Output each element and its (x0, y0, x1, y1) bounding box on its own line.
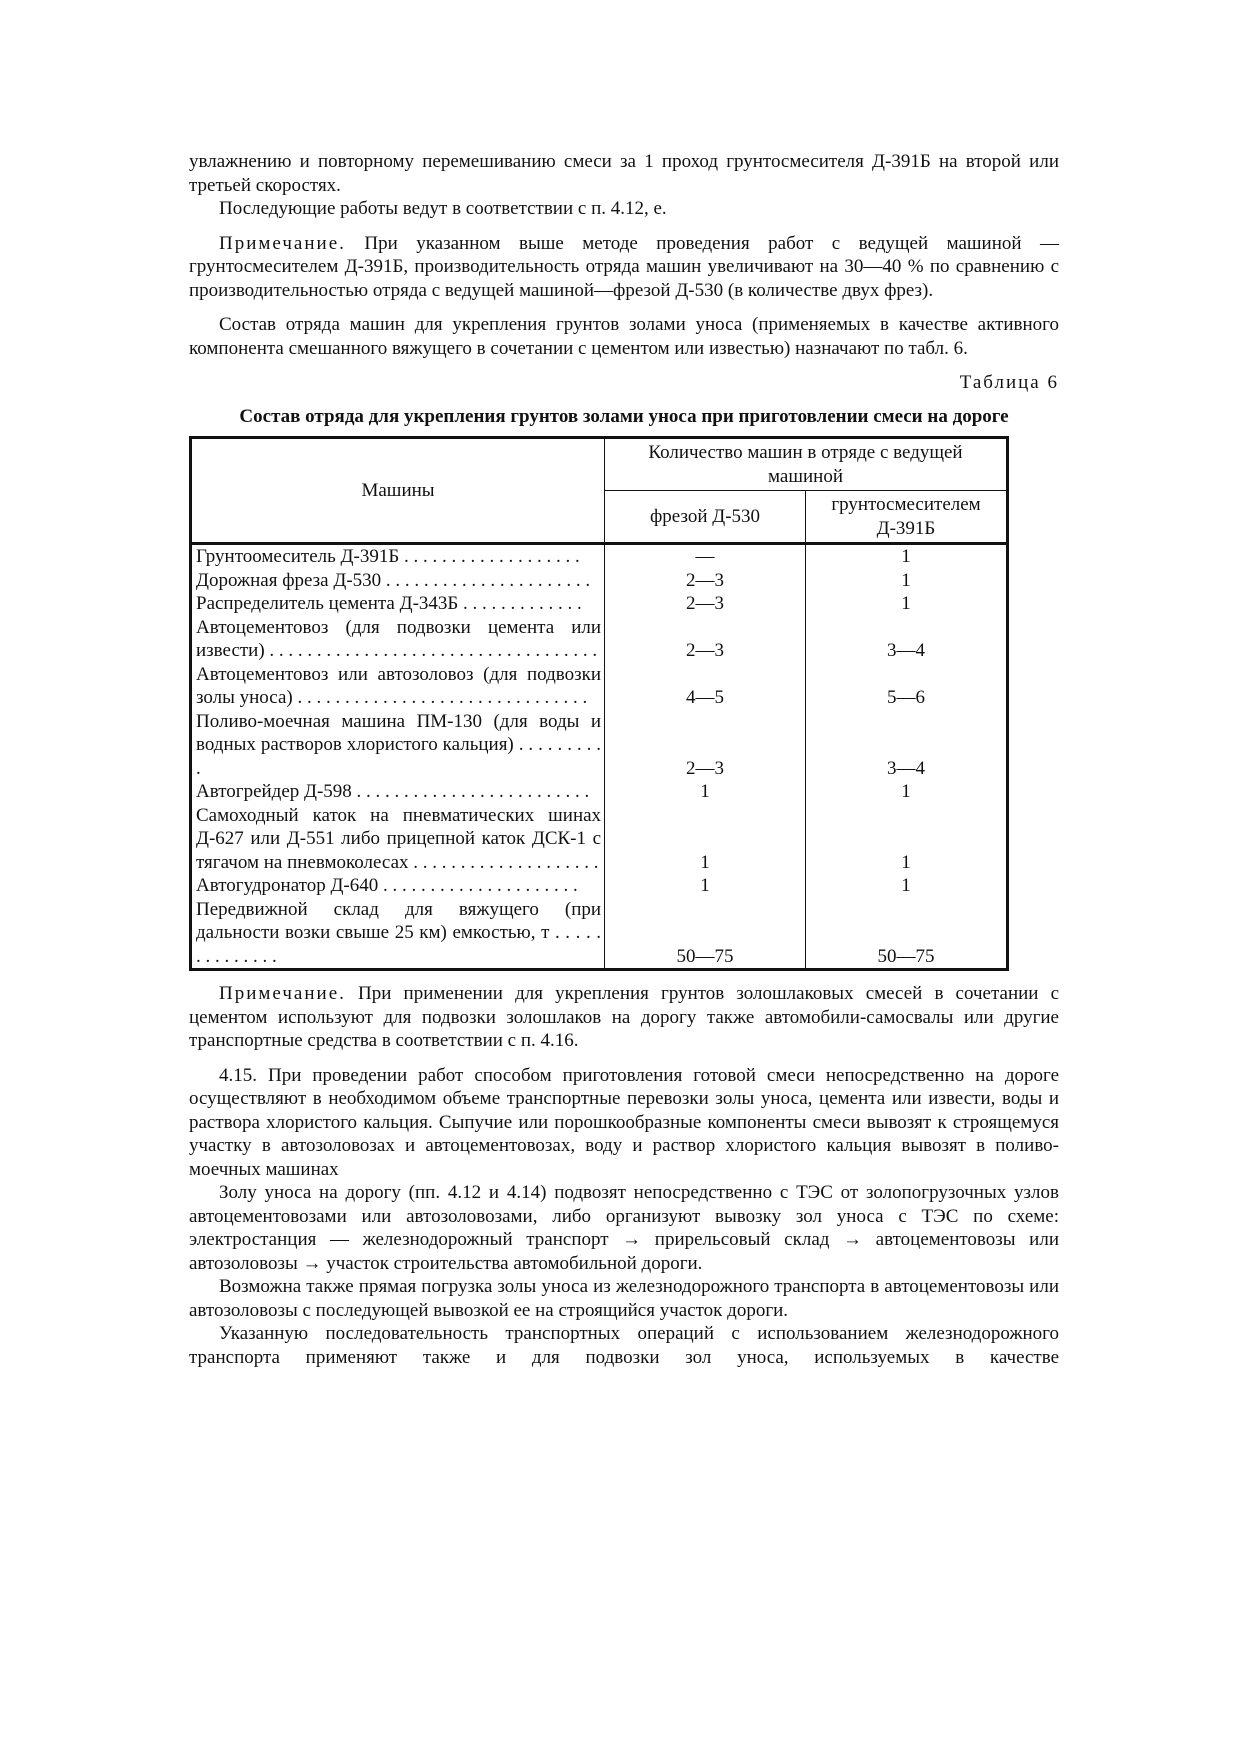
row-value-freza: 1 (605, 780, 806, 804)
table-caption: Состав отряда для укрепления грунтов золами уноса при приготовлении смеси на дороге (239, 405, 1009, 427)
table-row (191, 898, 1008, 970)
row-value-freza: 2—3 (605, 710, 806, 781)
row-value-gruntosmes: 1 (806, 780, 1008, 804)
row-value-gruntosmes: 1 (806, 874, 1008, 898)
row-machine-name: Автоцементовоз или автозоловоз (для подвозки золы уноса) . . . . . . . . . . . . . . . . . . . . . . . . . . . . . . . (191, 663, 605, 710)
note-1-label: Примечание. (219, 232, 346, 254)
note-2-text: При применении для укрепления грунтов золошлаковых смесей в сочетании с цементом используют для подвозки золошлаков на дорогу также автомобили-самосвалы или другие транспортные средства в соответствии с п. 4.16. (189, 983, 1060, 1051)
row-value-freza: — (605, 544, 806, 569)
row-value-freza: 4—5 (605, 663, 806, 710)
row-value-gruntosmes: 1 (806, 804, 1008, 875)
row-value-gruntosmes: 1 (806, 544, 1008, 569)
table-row (191, 569, 1008, 593)
row-value-gruntosmes: 5—6 (806, 663, 1008, 710)
table-row (191, 780, 1008, 804)
row-value-gruntosmes: 50—75 (806, 898, 1008, 970)
row-value-freza: 1 (605, 804, 806, 875)
paragraph-4-15: 4.15. При проведении работ способом приготовления готовой смеси непосредственно на дороге осуществляют в необходимом объеме транспортные перевозки золы уноса, цемента или извести, воды и раствора хлористого кальция. Сыпучие или порошкообразные компоненты смеси вывозят к строящемуся участку в автозоловозах и автоцементовозах, воду и раствор хлористого кальция вывозят в поливо-моечных машинах (189, 1064, 1059, 1180)
table-row (191, 544, 1008, 569)
row-value-gruntosmes: 3—4 (806, 616, 1008, 663)
row-machine-name: Автогрейдер Д-598 . . . . . . . . . . . . . . . . . . . . . . . . . (191, 780, 605, 804)
paragraph-sequence: Указанную последовательность транспортных операций с использованием железнодорожного транспорта применяют также и для подвозки зол уноса, используемых в качестве (189, 1323, 1059, 1368)
row-value-freza: 1 (605, 874, 806, 898)
paragraph-continuation: увлажнению и повторному перемешиванию смеси за 1 проход грунтосмесителя Д-391Б на второй или третьей скоростях. (189, 151, 1059, 196)
row-machine-name: Передвижной склад для вяжущего (при дальности возки свыше 25 км) емкостью, т . . . . . . . . . . . . . . (191, 898, 605, 970)
table-row (191, 592, 1008, 616)
table-header-row (191, 438, 1008, 491)
row-machine-name: Автогудронатор Д-640 . . . . . . . . . . . . . . . . . . . . . (191, 874, 605, 898)
row-value-freza: 2—3 (605, 616, 806, 663)
row-machine-name: Поливо-моечная машина ПМ-130 (для воды и водных растворов хлористого кальция) . . . . . . . . . . (191, 710, 605, 781)
header-group: Количество машин в отряде с ведущей машиной (605, 438, 1008, 491)
table-row (191, 874, 1008, 898)
row-value-gruntosmes: 1 (806, 592, 1008, 616)
header-machines: Машины (191, 438, 605, 544)
table-row (191, 804, 1008, 875)
row-machine-name: Дорожная фреза Д-530 . . . . . . . . . . . . . . . . . . . . . . (191, 569, 605, 593)
row-machine-name: Самоходный каток на пневматических шинах Д-627 или Д-551 либо прицепной каток ДСК-1 с тягачом на пневмоколесах . . . . . . . . . . . . . . . . . . . . (191, 804, 605, 875)
header-col-freza: фрезой Д-530 (605, 491, 806, 544)
row-value-freza: 2—3 (605, 592, 806, 616)
row-value-gruntosmes: 1 (806, 569, 1008, 593)
paragraph-ash-delivery: Золу уноса на дорогу (пп. 4.12 и 4.14) подвозят непосредственно с ТЭС от золопогрузочных узлов автоцементовозами или автозоловозами, либо организуют вывозку зол уноса с ТЭС по схеме: электростанция — железнодорожный транспорт → прирельсовый склад → автоцементовозы или автозоловозы → участок строительства автомобильной дороги. (189, 1182, 1059, 1274)
row-machine-name: Автоцементовоз (для подвозки цемента или извести) . . . . . . . . . . . . . . . . . . . . . . . . . . . . . . . . . . . (191, 616, 605, 663)
row-machine-name: Грунтоомеситель Д-391Б . . . . . . . . . . . . . . . . . . . (191, 544, 605, 569)
paragraph-before-table: Состав отряда машин для укрепления грунтов золами уноса (применяемых в качестве активного компонента смешанного вяжущего в сочетании с цементом или известью) назначают по табл. 6. (189, 314, 1059, 359)
note-2-label: Примечание. (219, 983, 346, 1004)
table-row (191, 616, 1008, 663)
note-2 (189, 982, 1059, 1053)
paragraph-subsequent-works: Последующие работы ведут в соответствии с п. 4.12, е. (219, 198, 667, 219)
note-1 (189, 232, 1059, 303)
table-row (191, 710, 1008, 781)
machines-table (189, 436, 1009, 971)
row-value-gruntosmes: 3—4 (806, 710, 1008, 781)
header-col-gruntosmes: грунтосмесителем Д-391Б (806, 491, 1008, 544)
table-number: Таблица 6 (959, 372, 1059, 393)
row-value-freza: 50—75 (605, 898, 806, 970)
paragraph-direct-loading: Возможна также прямая погрузка золы уноса из железнодорожного транспорта в автоцементовозы или автозоловозы с последующей вывозкой ее на строящийся участок дороги. (189, 1276, 1059, 1321)
row-value-freza: 2—3 (605, 569, 806, 593)
note-1-text: При указанном выше методе проведения работ с ведущей машиной — грунтосмесителем Д-391Б, производительность отряда машин увеличивают на 30—40 % по сравнению с производительностью отряда с ведущей машиной—фрезой Д-530 (в количестве двух фрез). (189, 232, 1060, 301)
table-row (191, 663, 1008, 710)
row-machine-name: Распределитель цемента Д-343Б . . . . . . . . . . . . . (191, 592, 605, 616)
document-page (189, 150, 1059, 1369)
